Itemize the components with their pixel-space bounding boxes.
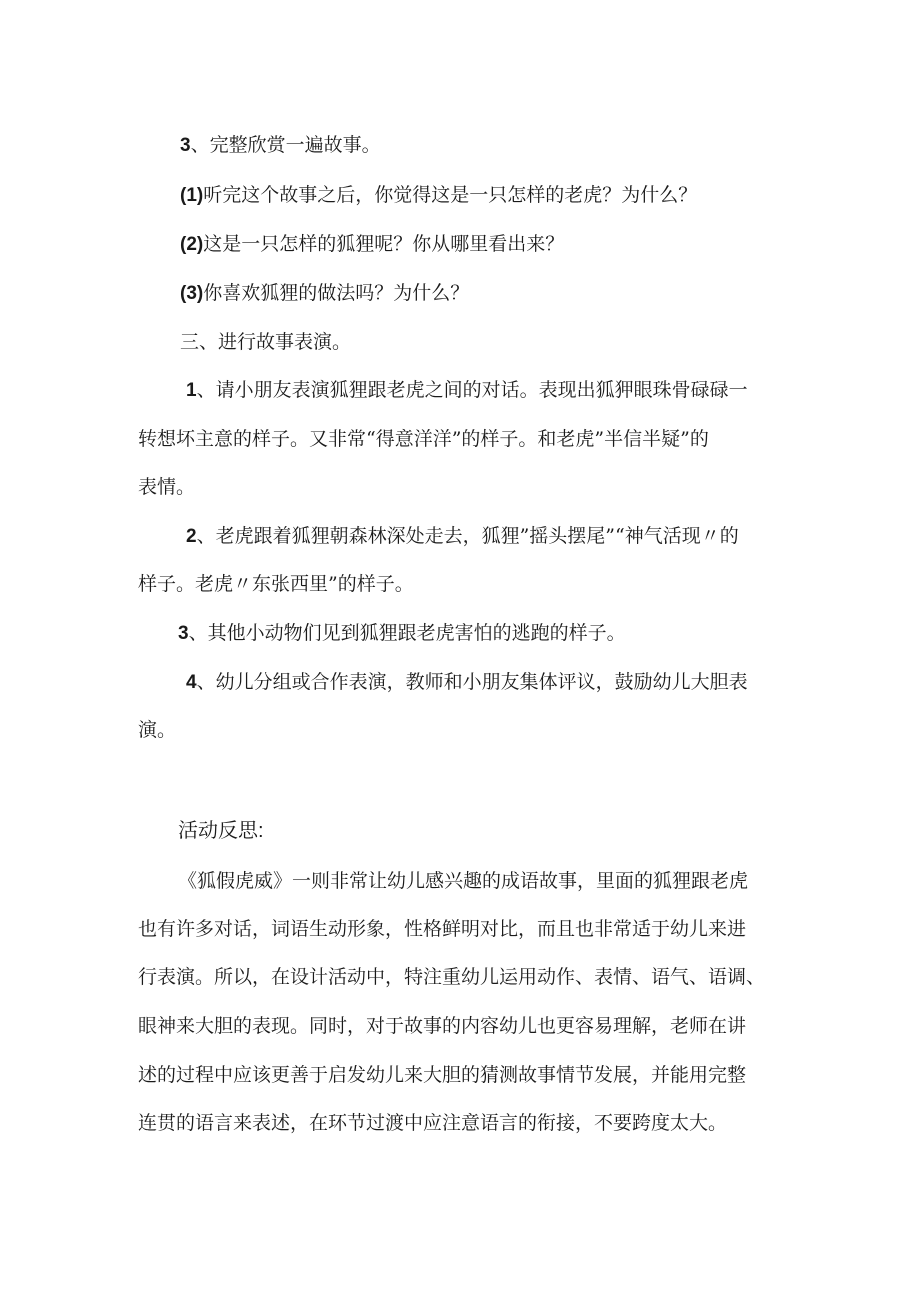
- section-3-heading: [180, 329, 351, 355]
- step-number: 4: [186, 672, 197, 693]
- reflection-line: 《狐假虎威》一则非常让幼儿感兴趣的成语故事，里面的狐狸跟老虎: [178, 870, 749, 892]
- performance-step-4-line: [186, 669, 748, 696]
- reflection-line: 眼神来大胆的表现。同时，对于故事的内容幼儿也更容易理解，老师在讲: [138, 1015, 747, 1037]
- paragraph-line: [138, 426, 709, 452]
- performance-step-1-line: [186, 377, 748, 404]
- question-2-line: [180, 231, 564, 258]
- line-text: 转想坏主意的样子。又非常“得意洋洋”的样子。和老虎”半信半疑”的: [138, 428, 709, 450]
- performance-step-2-line: [186, 523, 739, 550]
- step-text: 、其他小动物们见到狐狸跟老虎害怕的逃跑的样子。: [188, 622, 626, 644]
- reflection-line: 连贯的语言来表述，在环节过渡中应注意语言的衔接，不要跨度太大。: [138, 1112, 728, 1134]
- paragraph-line: [138, 717, 176, 743]
- section-text: 三、进行故事表演。: [180, 331, 352, 353]
- step-number: 2: [186, 526, 197, 547]
- step-number: 1: [186, 380, 197, 401]
- reflection-line: 也有许多对话，词语生动形象，性格鲜明对比，而且也非常适于幼儿来进: [138, 918, 747, 940]
- reflection-line: 行表演。所以，在设计活动中，特注重幼儿运用动作、表情、语气、语调、: [138, 966, 766, 988]
- step-3-line: [180, 132, 381, 159]
- line-text: 样子。老虎〃东张西里”的样子。: [138, 573, 414, 595]
- question-text: 你喜欢狐狸的做法吗？为什么？: [203, 282, 470, 304]
- reflection-line: 述的过程中应该更善于启发幼儿来大胆的猜测故事情节发展，并能用完整: [138, 1064, 747, 1086]
- line-text: 表情。: [138, 476, 196, 498]
- question-3-line: [180, 280, 469, 307]
- question-number: (3): [180, 283, 204, 304]
- question-number: (2): [180, 234, 204, 255]
- line-text: 演。: [138, 719, 177, 741]
- step-text: 、老虎跟着狐狸朝森林深处走去，狐狸”摇头摆尾”“神气活现〃的: [196, 525, 739, 547]
- question-1-line: [180, 182, 697, 209]
- paragraph-line: [138, 571, 414, 597]
- step-text: 、完整欣赏一遍故事。: [190, 134, 381, 156]
- step-number: 3: [180, 135, 191, 156]
- reflection-heading: 活动反思:: [178, 820, 264, 842]
- step-number: 3: [178, 623, 189, 644]
- question-text: 听完这个故事之后，你觉得这是一只怎样的老虎？为什么？: [203, 184, 698, 206]
- step-text: 、幼儿分组或合作表演，教师和小朋友集体评议，鼓励幼儿大胆表: [196, 671, 748, 693]
- step-text: 、请小朋友表演狐狸跟老虎之间的对话。表现出狐狎眼珠骨碌碌一: [196, 379, 748, 401]
- question-number: (1): [180, 185, 204, 206]
- paragraph-line: [138, 474, 195, 500]
- performance-step-3-line: [178, 620, 626, 647]
- question-text: 这是一只怎样的狐狸呢？你从哪里看出来？: [203, 233, 565, 255]
